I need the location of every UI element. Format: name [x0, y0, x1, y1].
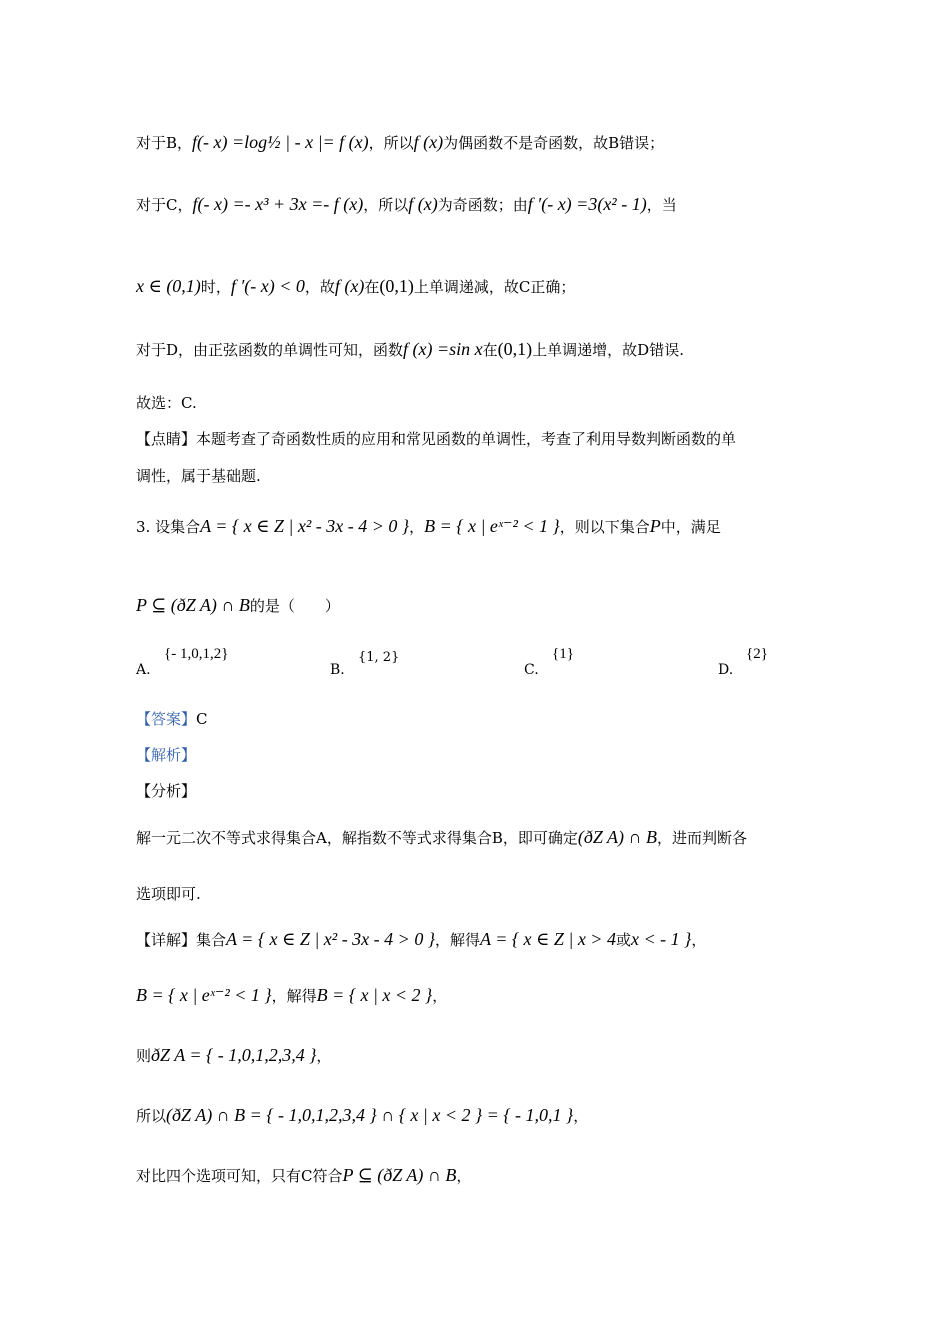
- answer-tag: 【答案】: [136, 710, 197, 728]
- math-formula: x ∈ (0,1): [136, 276, 201, 296]
- question-3-stem: [136, 515, 721, 538]
- line-option-c-analysis-2: [136, 275, 575, 298]
- text: 【详解】集合: [136, 931, 227, 949]
- math-formula: P: [649, 516, 661, 536]
- text: ，解得: [435, 931, 481, 949]
- option-label: D.: [718, 662, 734, 678]
- text: 则: [136, 1047, 152, 1065]
- option-value: {2}: [746, 646, 768, 662]
- text: 所以: [136, 1107, 167, 1125]
- explanation-tag: 【解析】: [136, 746, 197, 764]
- text: 在: [482, 341, 498, 359]
- text: 为偶函数不是奇函数，故B错误；: [443, 134, 665, 152]
- text: ，所以: [363, 196, 409, 214]
- math-formula: f ′(- x) < 0: [230, 276, 305, 296]
- math-formula: f (x): [408, 194, 438, 214]
- text: ，故: [304, 278, 335, 296]
- detail-line-3: [136, 1044, 331, 1067]
- line-option-c-analysis: [136, 193, 677, 216]
- analysis-text-2: 选项即可.: [136, 885, 201, 903]
- text: ，: [409, 518, 425, 536]
- text: 或: [615, 931, 631, 949]
- option-label: A.: [136, 662, 151, 678]
- text: ，: [573, 1107, 589, 1125]
- math-formula: x < - 1 }: [630, 929, 692, 949]
- text: ，进而判断各: [657, 829, 748, 847]
- option-label: C.: [524, 662, 539, 678]
- answer-line: [136, 708, 208, 730]
- choice-conclusion: 故选：C.: [136, 394, 197, 412]
- text: ，: [691, 931, 707, 949]
- text: ，所以: [368, 134, 414, 152]
- text: ，: [456, 1167, 472, 1185]
- text: 上单调递减，故C正确；: [413, 278, 576, 296]
- math-formula: f (x): [334, 276, 365, 296]
- text: 对于B，: [136, 134, 193, 152]
- text: 时，: [200, 278, 231, 296]
- detail-line-4: [136, 1104, 588, 1127]
- text: 对于D，由正弦函数的单调性可知，函数: [136, 341, 404, 359]
- detail-line-2: [136, 984, 447, 1007]
- math-formula: A = { x ∈ Z | x² - 3x - 4 > 0 }: [200, 516, 410, 536]
- answer-value: C: [196, 710, 208, 728]
- math-formula: P ⊆ (ðZ A) ∩ B: [342, 1165, 457, 1185]
- math-formula: (0,1): [497, 339, 533, 359]
- analysis-tag: 【分析】: [136, 782, 197, 800]
- text: 中，满足: [660, 518, 721, 536]
- option-value: {1}: [552, 646, 574, 662]
- math-formula: P ⊆ (ðZ A) ∩ B: [136, 595, 250, 615]
- math-formula: (ðZ A) ∩ B: [577, 827, 658, 847]
- math-formula: f (x): [413, 132, 444, 152]
- math-formula: f(- x) =log½ | - x |= f (x): [192, 132, 369, 152]
- analysis-text-1: [136, 826, 747, 849]
- detail-line-5: [136, 1164, 471, 1187]
- text: 在: [364, 278, 380, 296]
- math-formula: A = { x ∈ Z | x > 4: [480, 929, 616, 949]
- text: 为奇函数；由: [437, 196, 528, 214]
- math-formula: f(- x) =- x³ + 3x =- f (x): [192, 194, 364, 214]
- text: ，当: [646, 196, 677, 214]
- option-label: B.: [330, 662, 345, 678]
- math-formula: f ′(- x) =3(x² - 1): [527, 194, 647, 214]
- text: 的是（ ）: [249, 597, 340, 615]
- text: 3. 设集合: [136, 518, 201, 536]
- text: 解一元二次不等式求得集合A，解指数不等式求得集合B，即可确定: [136, 829, 578, 847]
- comment-line-2: 调性，属于基础题.: [136, 467, 261, 485]
- math-formula: (0,1): [379, 276, 414, 296]
- math-formula: B = { x | eˣ⁻² < 1 }: [136, 985, 272, 1005]
- math-formula: B = { x | x < 2 }: [316, 985, 433, 1005]
- math-formula: B = { x | eˣ⁻² < 1 }: [424, 516, 560, 536]
- math-formula: f (x) =sin x: [403, 339, 483, 359]
- option-value: {- 1,0,1,2}: [164, 646, 229, 662]
- option-value: {1, 2}: [358, 650, 400, 665]
- text: 上单调递增，故D错误.: [532, 341, 684, 359]
- text: ，: [316, 1047, 332, 1065]
- math-formula: ðZ A = { - 1,0,1,2,3,4 }: [151, 1045, 317, 1065]
- text: 对比四个选项可知，只有C符合: [136, 1167, 343, 1185]
- text: ，: [432, 987, 448, 1005]
- text: ，解得: [271, 987, 317, 1005]
- detail-line-1: [136, 928, 706, 951]
- math-formula: (ðZ A) ∩ B = { - 1,0,1,2,3,4 } ∩ { x | x < 2 } = { - 1,0,1 }: [166, 1105, 574, 1125]
- text: 对于C，: [136, 196, 193, 214]
- text: ，则以下集合: [559, 518, 650, 536]
- comment-line-1: 【点睛】本题考查了奇函数性质的应用和常见函数的单调性，考查了利用导数判断函数的单: [136, 430, 737, 448]
- question-3-stem-2: [136, 594, 340, 617]
- math-formula: A = { x ∈ Z | x² - 3x - 4 > 0 }: [226, 929, 436, 949]
- line-option-d-analysis: [136, 338, 684, 361]
- line-option-b-analysis: [136, 131, 664, 154]
